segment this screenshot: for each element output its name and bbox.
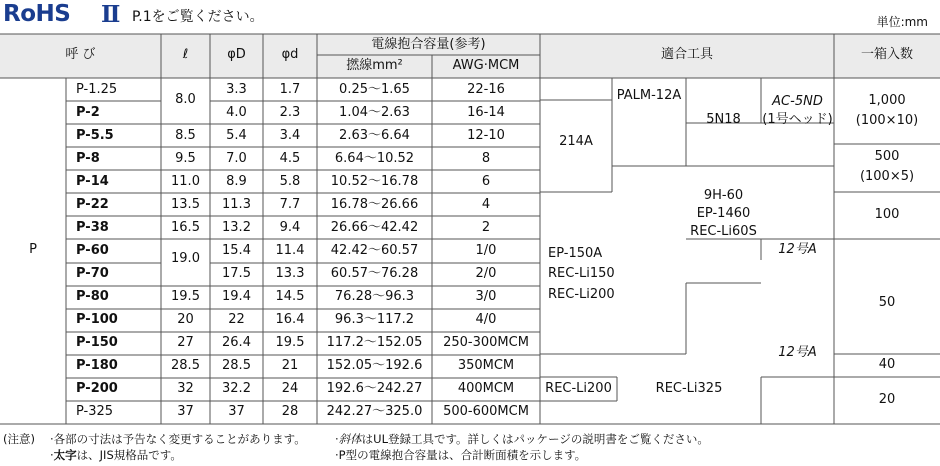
row-d: 3.4: [279, 127, 301, 143]
row-awg: 22-16: [467, 81, 505, 97]
row-l: 8.5: [175, 127, 196, 143]
row-D: 17.5: [222, 266, 251, 282]
row-l: 28.5: [171, 358, 200, 374]
series-label: P: [29, 242, 37, 257]
row-name: P-5.5: [76, 127, 114, 143]
row-D: 37: [228, 404, 245, 420]
col-header-tools: 適合工具: [660, 47, 713, 62]
row-awg: 8: [481, 150, 491, 166]
rohs-logo-suffix: Ⅱ: [101, 1, 121, 28]
row-mm2: 6.64～10.52: [334, 150, 415, 166]
l-merged-2: 19.0: [171, 251, 200, 266]
row-name: P-14: [76, 173, 109, 189]
unit-label: 単位:mm: [876, 15, 928, 29]
tool-214a: 214A: [559, 134, 593, 149]
row-awg: 2: [481, 219, 491, 235]
row-name: P-38: [76, 219, 109, 235]
row-awg: 350MCM: [457, 358, 515, 374]
row-l: 19.5: [171, 289, 200, 305]
row-D: 8.9: [226, 173, 247, 189]
row-l: 27: [177, 335, 194, 351]
row-awg: 1/0: [475, 242, 497, 258]
tool-rec-li150: REC-Li150: [548, 266, 615, 281]
row-awg: 6: [481, 173, 491, 189]
note-3-rest: はUL登録工具です。詳しくはパッケージの説明書をご覧ください。: [361, 432, 709, 446]
row-awg: 4: [481, 196, 491, 212]
note-2-rest: は、JIS規格品です。: [76, 448, 182, 462]
row-D: 26.4: [222, 335, 251, 351]
col-header-d: φd: [281, 47, 299, 62]
row-name: P-1.25: [76, 81, 118, 97]
row-mm2: 96.3～117.2: [334, 312, 415, 328]
row-name: P-2: [76, 104, 100, 120]
row-awg: 2/0: [475, 266, 497, 282]
row-d: 9.4: [279, 219, 301, 235]
row-mm2: 1.04～2.63: [339, 104, 410, 120]
row-d: 2.3: [279, 104, 301, 120]
row-D: 7.0: [226, 150, 247, 166]
row-name: P-60: [76, 242, 109, 258]
col-header-D: φD: [227, 47, 246, 62]
row-awg: 12-10: [467, 127, 505, 143]
row-d: 7.7: [279, 196, 301, 212]
row-d: 4.5: [279, 150, 301, 166]
note-2-bold: 太字: [53, 448, 77, 462]
row-mm2: 2.63～6.64: [339, 127, 410, 143]
row-d: 28: [281, 404, 299, 420]
row-D: 28.5: [222, 358, 251, 374]
row-awg: 4/0: [475, 312, 497, 328]
tool-12a-top: 12号A: [778, 242, 817, 257]
row-l: 9.5: [175, 150, 196, 166]
tool-ac-5nd-head: (1号ヘッド): [762, 112, 833, 127]
qty-1000-pack: (100×10): [855, 113, 919, 128]
row-D: 13.2: [222, 219, 251, 235]
row-d: 16.4: [275, 312, 305, 328]
row-mm2: 26.66～42.42: [330, 219, 419, 235]
tool-9h-60: 9H-60: [703, 188, 744, 203]
row-awg: 3/0: [475, 289, 497, 305]
col-header-awg: AWG·MCM: [452, 58, 520, 73]
row-l: 32: [177, 381, 194, 397]
notes-label: (注意): [3, 432, 35, 446]
row-mm2: 0.25～1.65: [339, 81, 410, 97]
row-name: P-8: [76, 150, 100, 166]
note-3: ·斜体はUL登録工具です。詳しくはパッケージの説明書をご覧ください。: [335, 432, 709, 446]
row-d: 24: [281, 381, 299, 397]
row-D: 3.3: [226, 81, 247, 97]
row-mm2: 76.28～96.3: [334, 289, 415, 305]
col-header-qty: 一箱入数: [860, 47, 913, 62]
row-awg: 500-600MCM: [443, 404, 529, 420]
row-l: 16.5: [171, 219, 200, 235]
tool-5n18: 5N18: [706, 112, 741, 127]
row-name: P-22: [76, 196, 109, 212]
row-d: 21: [281, 358, 299, 374]
note-4: ·P型の電線抱合容量は、合計断面積を示します。: [335, 448, 587, 462]
tool-ac-5nd: AC-5ND: [772, 94, 823, 109]
row-D: 11.3: [222, 196, 251, 212]
row-D: 32.2: [222, 381, 251, 397]
row-l: 11.0: [171, 173, 200, 189]
qty-100: 100: [874, 207, 900, 222]
row-d: 19.5: [275, 335, 305, 351]
tool-ep-150a: EP-150A: [548, 246, 603, 261]
note-2: ·太字は、JIS規格品です。: [50, 448, 182, 462]
row-mm2: 152.05～192.6: [326, 358, 423, 374]
row-name: P-100: [76, 312, 118, 328]
row-d: 14.5: [275, 289, 305, 305]
col-header-wire-group: 電線抱合容量(参考): [371, 37, 486, 52]
row-name: P-80: [76, 289, 109, 305]
tool-rec-li200: REC-Li200: [548, 287, 615, 302]
row-name: P-150: [76, 335, 118, 351]
row-d: 5.8: [279, 173, 301, 189]
note-1: ·各部の寸法は予告なく変更することがあります。: [50, 432, 306, 446]
row-awg: 400MCM: [457, 381, 515, 397]
row-D: 4.0: [226, 104, 247, 120]
row-mm2: 16.78～26.66: [330, 196, 419, 212]
row-mm2: 60.57～76.28: [330, 266, 419, 282]
row-l: 20: [177, 312, 194, 328]
row-mm2: 10.52～16.78: [330, 173, 419, 189]
row-l: 37: [177, 404, 194, 420]
qty-500: 500: [874, 149, 900, 164]
tool-rec-li60s: REC-Li60S: [690, 224, 757, 239]
col-header-mm2: 撚線mm²: [346, 58, 403, 73]
row-l: 13.5: [171, 196, 200, 212]
row-D: 22: [228, 312, 245, 328]
tool-12a-bottom: 12号A: [778, 345, 817, 360]
row-name: P-200: [76, 381, 118, 397]
col-header-name: 呼 び: [65, 47, 96, 62]
note-3-italic: 斜体: [338, 432, 362, 446]
row-name: P-70: [76, 266, 109, 282]
row-d: 13.3: [275, 266, 305, 282]
row-awg: 16-14: [467, 104, 505, 120]
qty-20: 20: [878, 392, 896, 407]
qty-1000: 1,000: [868, 93, 906, 108]
row-mm2: 242.27～325.0: [326, 404, 423, 420]
row-D: 19.4: [222, 289, 251, 305]
tool-rec-li325: REC-Li325: [655, 381, 723, 396]
tool-palm-12a: PALM-12A: [616, 88, 682, 103]
row-D: 5.4: [226, 127, 247, 143]
page-reference: P.1をご覧ください。: [132, 9, 264, 25]
row-d: 1.7: [279, 81, 301, 97]
row-D: 15.4: [222, 242, 251, 258]
qty-50: 50: [878, 295, 896, 310]
row-d: 11.4: [275, 242, 305, 258]
qty-40: 40: [878, 357, 896, 372]
qty-500-pack: (100×5): [859, 169, 915, 184]
row-name: P-325: [76, 404, 114, 420]
l-merged-1: 8.0: [175, 92, 196, 107]
row-mm2: 192.6～242.27: [326, 381, 423, 397]
row-mm2: 42.42～60.57: [330, 242, 419, 258]
col-header-l: ℓ: [182, 47, 189, 62]
row-awg: 250-300MCM: [443, 335, 529, 351]
row-name: P-180: [76, 358, 118, 374]
tool-ep-1460: EP-1460: [696, 206, 751, 221]
rohs-logo: RoHS: [3, 1, 71, 27]
row-mm2: 117.2～152.05: [326, 335, 423, 351]
tool-rec-li200-b: REC-Li200: [545, 381, 612, 396]
